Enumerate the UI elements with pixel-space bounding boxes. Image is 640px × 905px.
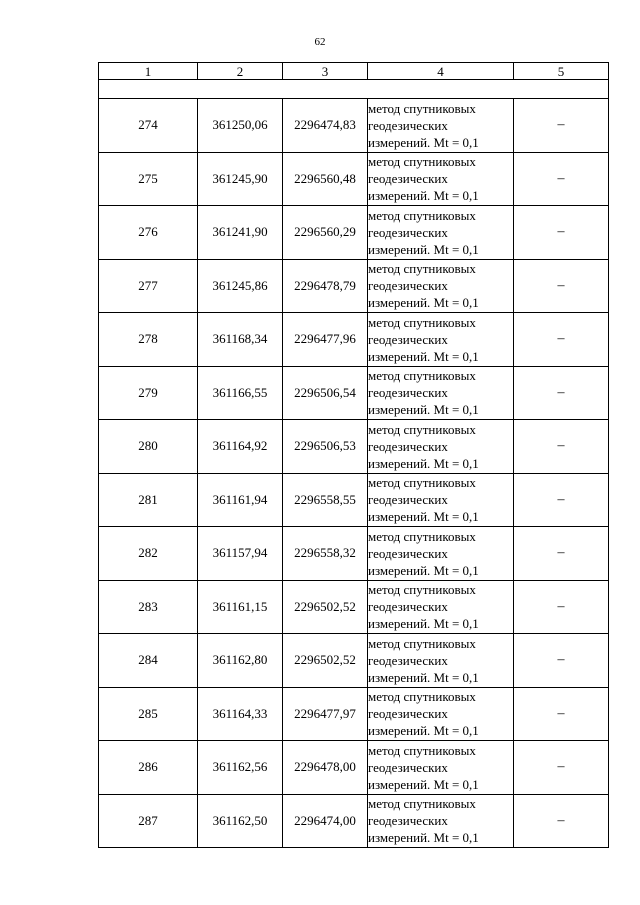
method-cell bbox=[368, 580, 514, 634]
method-line-1: метод спутниковых bbox=[368, 742, 476, 758]
coordinate-y: 2296474,00 bbox=[283, 794, 368, 848]
point-number: 276 bbox=[99, 206, 198, 260]
table-row bbox=[99, 99, 609, 153]
table-spacer-row bbox=[99, 80, 609, 99]
method-line-1: метод спутниковых bbox=[368, 314, 476, 330]
header-col-3: 3 bbox=[283, 63, 368, 80]
method-line-2: геодезических bbox=[368, 171, 448, 187]
method-cell bbox=[368, 259, 514, 313]
column-5-value: – bbox=[514, 634, 609, 688]
method-line-3: измерений. Mt = 0,1 bbox=[368, 241, 479, 257]
coordinate-x: 361166,55 bbox=[198, 366, 283, 420]
page-number: 62 bbox=[314, 36, 326, 48]
table-row bbox=[99, 634, 609, 688]
coordinate-x: 361164,33 bbox=[198, 687, 283, 741]
point-number: 277 bbox=[99, 259, 198, 313]
method-line-1: метод спутниковых bbox=[368, 207, 476, 223]
coordinate-y: 2296477,97 bbox=[283, 687, 368, 741]
method-line-3: измерений. Mt = 0,1 bbox=[368, 830, 479, 846]
coordinate-x: 361161,15 bbox=[198, 580, 283, 634]
method-line-1: метод спутниковых bbox=[368, 368, 476, 384]
table-row bbox=[99, 741, 609, 795]
method-line-1: метод спутниковых bbox=[368, 689, 476, 705]
coordinate-y: 2296506,54 bbox=[283, 366, 368, 420]
method-line-2: геодезических bbox=[368, 278, 448, 294]
method-line-3: измерений. Mt = 0,1 bbox=[368, 295, 479, 311]
coordinate-x: 361162,50 bbox=[198, 794, 283, 848]
point-number: 281 bbox=[99, 473, 198, 527]
method-line-2: геодезических bbox=[368, 545, 448, 561]
method-cell bbox=[368, 206, 514, 260]
column-5-value: – bbox=[514, 206, 609, 260]
column-5-value: – bbox=[514, 366, 609, 420]
method-line-1: метод спутниковых bbox=[368, 421, 476, 437]
table-row bbox=[99, 527, 609, 581]
method-cell bbox=[368, 634, 514, 688]
point-number: 278 bbox=[99, 313, 198, 367]
header-col-1: 1 bbox=[99, 63, 198, 80]
column-5-value: – bbox=[514, 313, 609, 367]
column-5-value: – bbox=[514, 794, 609, 848]
coordinate-y: 2296474,83 bbox=[283, 99, 368, 153]
column-5-value: – bbox=[514, 420, 609, 474]
table-row bbox=[99, 794, 609, 848]
table-row bbox=[99, 420, 609, 474]
coordinate-x: 361245,90 bbox=[198, 152, 283, 206]
point-number: 287 bbox=[99, 794, 198, 848]
method-cell bbox=[368, 152, 514, 206]
coordinate-y: 2296560,48 bbox=[283, 152, 368, 206]
method-line-3: измерений. Mt = 0,1 bbox=[368, 723, 479, 739]
coordinate-x: 361241,90 bbox=[198, 206, 283, 260]
point-number: 284 bbox=[99, 634, 198, 688]
table-row bbox=[99, 366, 609, 420]
method-cell bbox=[368, 313, 514, 367]
coordinates-table bbox=[98, 62, 609, 848]
point-number: 275 bbox=[99, 152, 198, 206]
coordinate-x: 361157,94 bbox=[198, 527, 283, 581]
coordinate-y: 2296560,29 bbox=[283, 206, 368, 260]
column-5-value: – bbox=[514, 580, 609, 634]
method-line-1: метод спутниковых bbox=[368, 528, 476, 544]
table-row bbox=[99, 152, 609, 206]
method-line-3: измерений. Mt = 0,1 bbox=[368, 669, 479, 685]
method-line-2: геодезических bbox=[368, 331, 448, 347]
table-row bbox=[99, 687, 609, 741]
method-line-3: измерений. Mt = 0,1 bbox=[368, 776, 479, 792]
method-cell bbox=[368, 527, 514, 581]
column-5-value: – bbox=[514, 152, 609, 206]
method-line-2: геодезических bbox=[368, 117, 448, 133]
method-line-2: геодезических bbox=[368, 492, 448, 508]
method-line-3: измерений. Mt = 0,1 bbox=[368, 402, 479, 418]
coordinate-x: 361168,34 bbox=[198, 313, 283, 367]
coordinate-x: 361164,92 bbox=[198, 420, 283, 474]
coordinate-y: 2296478,00 bbox=[283, 741, 368, 795]
table-header-row bbox=[99, 63, 609, 80]
coordinate-x: 361161,94 bbox=[198, 473, 283, 527]
method-line-3: измерений. Mt = 0,1 bbox=[368, 562, 479, 578]
table-row bbox=[99, 473, 609, 527]
method-line-1: метод спутниковых bbox=[368, 582, 476, 598]
method-line-1: метод спутниковых bbox=[368, 261, 476, 277]
method-line-1: метод спутниковых bbox=[368, 154, 476, 170]
coordinate-y: 2296558,32 bbox=[283, 527, 368, 581]
method-line-2: геодезических bbox=[368, 652, 448, 668]
coordinate-y: 2296502,52 bbox=[283, 580, 368, 634]
method-cell bbox=[368, 420, 514, 474]
method-cell bbox=[368, 794, 514, 848]
coordinate-y: 2296506,53 bbox=[283, 420, 368, 474]
method-line-1: метод спутниковых bbox=[368, 475, 476, 491]
method-line-2: геодезических bbox=[368, 385, 448, 401]
method-line-3: измерений. Mt = 0,1 bbox=[368, 348, 479, 364]
header-col-5: 5 bbox=[514, 63, 609, 80]
coordinate-x: 361250,06 bbox=[198, 99, 283, 153]
point-number: 279 bbox=[99, 366, 198, 420]
method-line-3: измерений. Mt = 0,1 bbox=[368, 616, 479, 632]
method-line-1: метод спутниковых bbox=[368, 635, 476, 651]
method-cell bbox=[368, 99, 514, 153]
point-number: 280 bbox=[99, 420, 198, 474]
method-cell bbox=[368, 687, 514, 741]
method-line-2: геодезических bbox=[368, 759, 448, 775]
coordinate-y: 2296478,79 bbox=[283, 259, 368, 313]
column-5-value: – bbox=[514, 259, 609, 313]
method-cell bbox=[368, 366, 514, 420]
method-line-3: измерений. Mt = 0,1 bbox=[368, 509, 479, 525]
point-number: 283 bbox=[99, 580, 198, 634]
coordinate-y: 2296477,96 bbox=[283, 313, 368, 367]
method-line-1: метод спутниковых bbox=[368, 796, 476, 812]
header-col-2: 2 bbox=[198, 63, 283, 80]
coordinate-x: 361245,86 bbox=[198, 259, 283, 313]
method-line-2: геодезических bbox=[368, 813, 448, 829]
column-5-value: – bbox=[514, 99, 609, 153]
method-line-2: геодезических bbox=[368, 706, 448, 722]
column-5-value: – bbox=[514, 473, 609, 527]
table-row bbox=[99, 206, 609, 260]
point-number: 285 bbox=[99, 687, 198, 741]
method-line-2: геодезических bbox=[368, 438, 448, 454]
method-line-2: геодезических bbox=[368, 599, 448, 615]
coordinate-x: 361162,56 bbox=[198, 741, 283, 795]
coordinate-y: 2296502,52 bbox=[283, 634, 368, 688]
point-number: 282 bbox=[99, 527, 198, 581]
method-line-1: метод спутниковых bbox=[368, 100, 476, 116]
method-line-3: измерений. Mt = 0,1 bbox=[368, 455, 479, 471]
method-cell bbox=[368, 741, 514, 795]
method-cell bbox=[368, 473, 514, 527]
table-row bbox=[99, 580, 609, 634]
header-col-4: 4 bbox=[368, 63, 514, 80]
point-number: 286 bbox=[99, 741, 198, 795]
column-5-value: – bbox=[514, 687, 609, 741]
column-5-value: – bbox=[514, 527, 609, 581]
column-5-value: – bbox=[514, 741, 609, 795]
table-row bbox=[99, 259, 609, 313]
spacer-cell bbox=[99, 80, 609, 99]
method-line-3: измерений. Mt = 0,1 bbox=[368, 134, 479, 150]
method-line-3: измерений. Mt = 0,1 bbox=[368, 188, 479, 204]
coordinate-x: 361162,80 bbox=[198, 634, 283, 688]
point-number: 274 bbox=[99, 99, 198, 153]
table-row bbox=[99, 313, 609, 367]
method-line-2: геодезических bbox=[368, 224, 448, 240]
coordinate-y: 2296558,55 bbox=[283, 473, 368, 527]
